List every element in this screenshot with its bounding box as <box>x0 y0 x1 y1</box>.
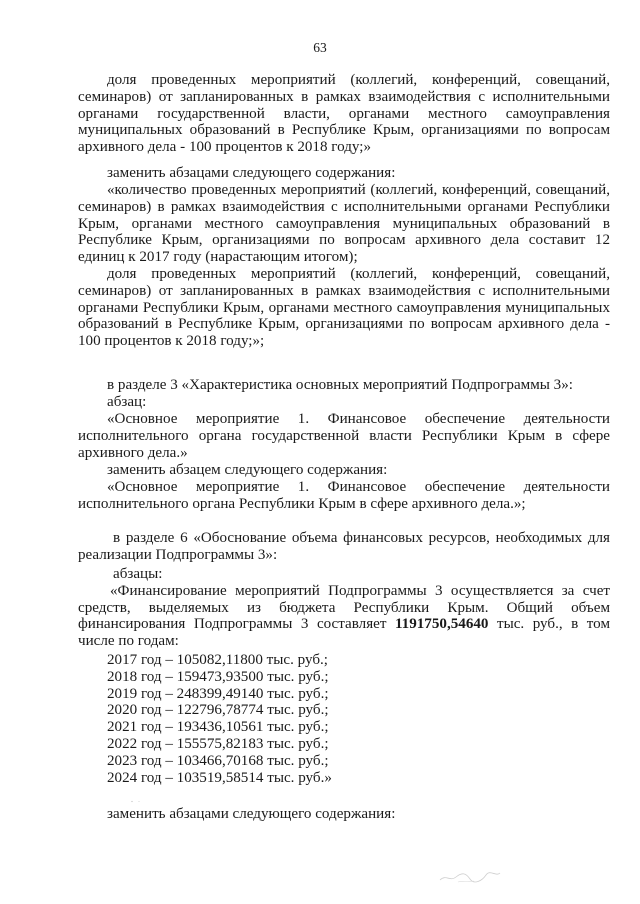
financing-text-before: «Финансирование мероприятий Подпрограммы 3 осуществляется за счет средств, выделяемых из бюджета Республики Крым. Общий объем финансирования Подпрограммы 3 составляет <box>78 583 610 633</box>
yearly-financing-list <box>107 652 610 786</box>
year-item: 2020 год – 122796,78774 тыс. руб.; <box>107 702 329 719</box>
paragraph-label: абзац: <box>107 394 147 410</box>
intro-paragraph <box>78 72 610 156</box>
old-activity-paragraph: «Основное мероприятие 1. Финансовое обеспечение деятельности исполнительного органа государственной власти Республики Крым в сфере архивного дела.» <box>78 411 610 461</box>
stray-marks <box>130 800 150 803</box>
year-item: 2023 год – 103466,70168 тыс. руб.; <box>107 752 329 769</box>
year-item: 2021 год – 193436,10561 тыс. руб.; <box>107 719 329 736</box>
paragraphs-label: абзацы: <box>113 566 163 582</box>
replace-instruction-2: заменить абзацем следующего содержания: <box>107 462 388 478</box>
new-paragraph-share: доля проведенных мероприятий (коллегий, конференций, совещаний, семинаров) от запланированных в рамках взаимодействия с исполнительными органами Республики Крым, органами местного самоуправления муниципальных образований в Республике Крым, организациями по вопросам архивного дела - 100 процентов к 2018 году;»; <box>78 266 610 350</box>
year-item: 2022 год – 155575,82183 тыс. руб.; <box>107 735 329 752</box>
new-activity-paragraph: «Основное мероприятие 1. Финансовое обеспечение деятельности исполнительного органа Республики Крым в сфере архивного дела.»; <box>78 479 610 512</box>
year-item: 2018 год – 159473,93500 тыс. руб.; <box>107 668 329 685</box>
financing-paragraph <box>78 583 610 649</box>
year-item: 2019 год – 248399,49140 тыс. руб.; <box>107 685 329 702</box>
year-item: 2024 год – 103519,58514 тыс. руб.» <box>107 769 332 786</box>
section6-heading: в разделе 6 «Обоснование объема финансовых ресурсов, необходимых для реализации Подпрограммы 3»: <box>78 530 610 563</box>
section3-heading: в разделе 3 «Характеристика основных мероприятий Подпрограммы 3»: <box>107 377 573 393</box>
financing-text-after: тыс. руб., в том числе по годам: <box>78 616 610 649</box>
financing-total: 1191750,54640 <box>394 616 489 633</box>
initials-scribble <box>438 868 502 886</box>
intro-paragraph-text: доля проведенных мероприятий (коллегий, конференций, совещаний, семинаров) от запланированных в рамках взаимодействия с исполнительными органами государственной власти, органами местного самоуправления муниципальных образований в Республике Крым, организациями по вопросам архивного дела - 100 процентов к 2018 году;» <box>78 72 610 156</box>
new-paragraph-quantity: «количество проведенных мероприятий (коллегий, конференций, совещаний, семинаров) в рамках взаимодействия с исполнительными органами Республики Крым, органами местного самоуправления муниципальных образований в Республике Крым, организациями по вопросам архивного дела составит 12 единиц к 2017 году (нарастающим итогом); <box>78 182 610 266</box>
year-item: 2017 год – 105082,11800 тыс. руб.; <box>107 652 328 668</box>
replace-instruction-1: заменить абзацами следующего содержания: <box>107 165 396 181</box>
replace-instruction-3: заменить абзацами следующего содержания: <box>107 806 396 822</box>
page-number: 63 <box>313 40 327 55</box>
